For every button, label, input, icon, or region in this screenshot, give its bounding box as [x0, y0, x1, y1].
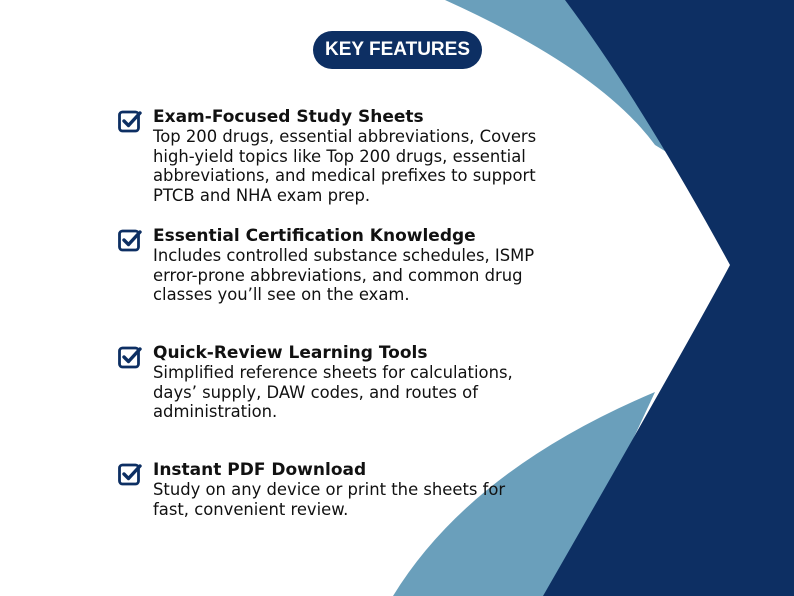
feature-certification-knowledge: [118, 226, 588, 305]
description-line: administration.: [153, 402, 278, 422]
feature-instant-pdf: [118, 460, 588, 519]
description-line: PTCB and NHA exam prep.: [153, 186, 371, 206]
description-line: Top 200 drugs, essential abbreviations, Covers: [153, 127, 537, 146]
description-line: abbreviations, and medical prefixes to support: [153, 166, 536, 186]
feature-title: Quick-Review Learning Tools: [153, 343, 428, 363]
checkbox-checked-icon: [118, 462, 142, 486]
feature-description: [153, 246, 588, 305]
feature-description: [153, 480, 588, 519]
feature-title: Essential Certification Knowledge: [153, 226, 476, 246]
description-line: classes you’ll see on the exam.: [153, 285, 410, 305]
description-line: Study on any device or print the sheets for: [153, 480, 506, 499]
description-line: high-yield topics like Top 200 drugs, essential: [153, 146, 526, 166]
feature-quick-review: [118, 343, 588, 422]
checkbox-checked-icon: [118, 109, 142, 133]
checkbox-checked-icon: [118, 345, 142, 369]
feature-title: Exam-Focused Study Sheets: [153, 107, 424, 127]
feature-description: [153, 363, 588, 422]
description-line: Includes controlled substance schedules, ISMP: [153, 246, 535, 265]
key-features-badge: KEY FEATURES: [313, 31, 482, 69]
description-line: days’ supply, DAW codes, and routes of: [153, 382, 478, 402]
checkbox-checked-icon: [118, 228, 142, 252]
feature-description: [153, 127, 588, 206]
feature-exam-focused: [118, 107, 588, 206]
description-line: error-prone abbreviations, and common drug: [153, 265, 523, 285]
description-line: fast, convenient review.: [153, 499, 349, 519]
feature-title: Instant PDF Download: [153, 460, 367, 480]
description-line: Simplified reference sheets for calculations,: [153, 363, 513, 382]
